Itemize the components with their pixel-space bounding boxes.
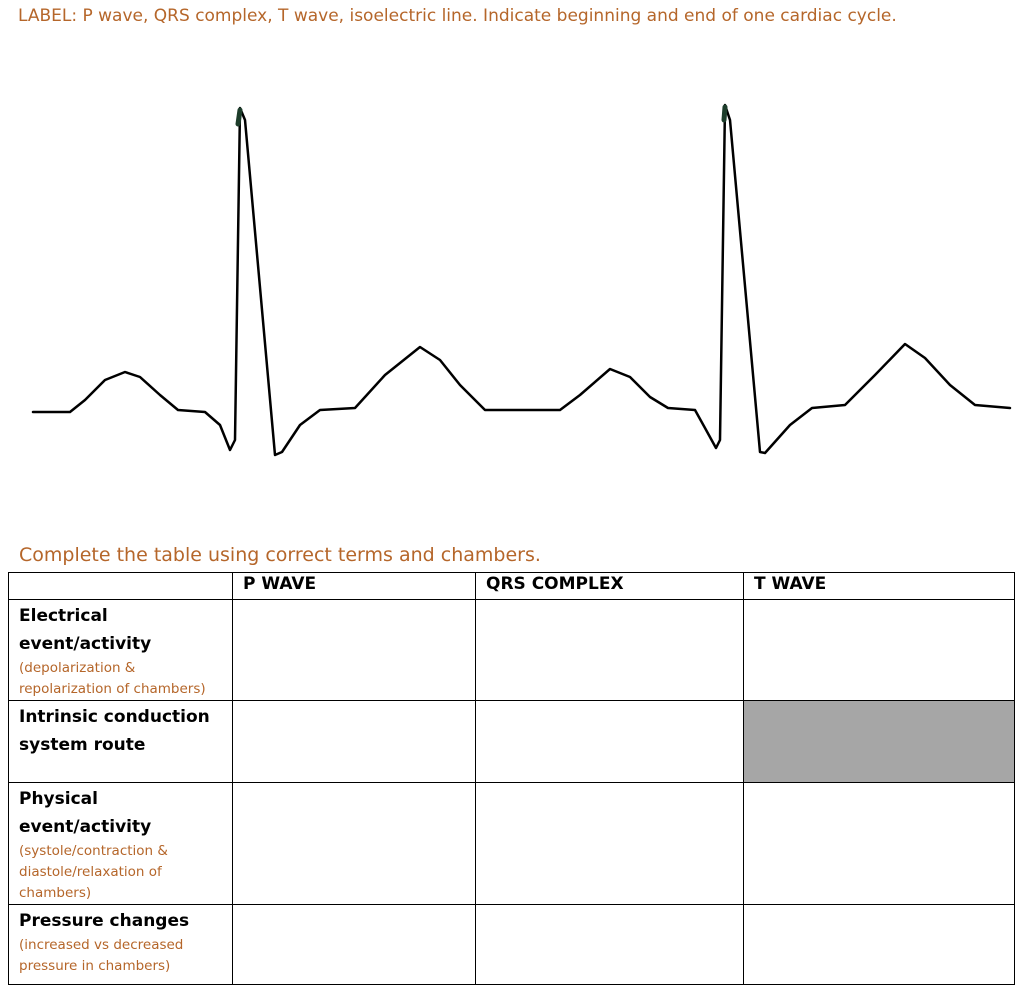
- row-hint: (systole/contraction & diastole/relaxation of chambers): [19, 843, 168, 901]
- answer-cell-qrs-complex[interactable]: [476, 600, 744, 701]
- cardiac-table: [8, 572, 1015, 985]
- answer-cell-t-wave[interactable]: [744, 905, 1015, 985]
- table-row-conduction: [9, 701, 1015, 783]
- table-row-physical: [9, 783, 1015, 905]
- answer-cell-p-wave[interactable]: [233, 783, 476, 905]
- table-row-pressure: [9, 905, 1015, 985]
- row-title: Pressure changes: [19, 911, 190, 931]
- answer-cell-p-wave[interactable]: [233, 600, 476, 701]
- row-label-cell: [9, 600, 233, 701]
- answer-cell-qrs-complex[interactable]: [476, 905, 744, 985]
- row-title: Physical event/activity: [19, 789, 152, 837]
- header-t-wave: T WAVE: [744, 573, 1015, 600]
- answer-cell-p-wave[interactable]: [233, 905, 476, 985]
- header-p-wave: P WAVE: [233, 573, 476, 600]
- answer-cell-qrs-complex[interactable]: [476, 783, 744, 905]
- row-title: Electrical event/activity: [19, 606, 152, 654]
- header-empty-cell: [9, 573, 233, 600]
- shaded-cell-t-wave: [744, 701, 1015, 783]
- table-row-electrical: [9, 600, 1015, 701]
- answer-cell-qrs-complex[interactable]: [476, 701, 744, 783]
- row-hint: (increased vs decreased pressure in chambers): [19, 937, 184, 974]
- row-hint: (depolarization & repolarization of chambers): [19, 660, 206, 697]
- answer-cell-t-wave[interactable]: [744, 600, 1015, 701]
- header-qrs-complex: QRS COMPLEX: [476, 573, 744, 600]
- answer-cell-t-wave[interactable]: [744, 783, 1015, 905]
- answer-cell-p-wave[interactable]: [233, 701, 476, 783]
- row-label-cell: [9, 783, 233, 905]
- r-peak-tip-2: [724, 107, 725, 120]
- r-peak-tip-1: [238, 110, 240, 124]
- table-header-row: [9, 573, 1015, 600]
- table-heading: Complete the table using correct terms and chambers.: [19, 544, 541, 566]
- row-label-cell: [9, 905, 233, 985]
- row-title: Intrinsic conduction system route: [19, 707, 210, 755]
- ecg-waveform-line: [33, 105, 1010, 455]
- row-label-cell: [9, 701, 233, 783]
- instruction-text: LABEL: P wave, QRS complex, T wave, isoelectric line. Indicate beginning and end of one cardiac cycle.: [18, 6, 897, 26]
